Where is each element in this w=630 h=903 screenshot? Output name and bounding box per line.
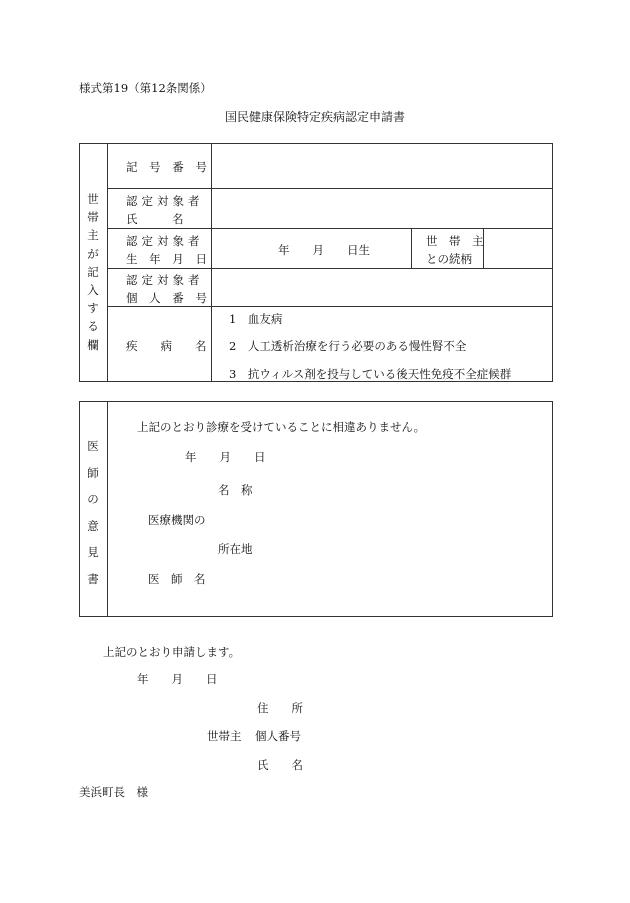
doctor-name-label: 医 師 名	[148, 572, 206, 586]
applicant-side-label: 世 帯 主 が 記 入 す る 欄	[87, 192, 99, 352]
householder-id-label: 個人番号	[255, 729, 301, 743]
institution-label: 医療機関の	[148, 513, 206, 527]
dob-label-line1: 認定対象者	[126, 234, 204, 248]
disease-option-1[interactable]: 1 血友病	[229, 312, 283, 326]
householder-name-label: 氏 名	[257, 758, 303, 772]
doctor-side-label: 医 師 の 意 見 書	[87, 439, 99, 586]
householder-label: 世帯主	[207, 729, 242, 743]
symbol-number-label: 記 号 番 号	[126, 160, 211, 174]
disease-label: 疾 病 名	[126, 339, 207, 353]
dob-label-line2: 生 年 月 日	[126, 252, 211, 266]
page-title: 国民健康保険特定疾病認定申請書	[224, 110, 405, 124]
relation-label-line2: との続柄	[426, 252, 472, 266]
id-label-line2: 個 人 番 号	[126, 291, 211, 305]
id-label-line1: 認定対象者	[126, 273, 204, 287]
doctor-statement: 上記のとおり診療を受けていることに相違ありません。	[137, 420, 426, 434]
dob-value[interactable]: 年 月 日生	[278, 243, 370, 257]
request-text: 上記のとおり申請します。	[103, 645, 241, 659]
form-number: 様式第19（第12条関係）	[79, 81, 212, 95]
personal-number-field[interactable]	[212, 269, 552, 305]
institution-address-label: 所在地	[218, 542, 253, 556]
disease-option-2[interactable]: 2 人工透析治療を行う必要のある慢性腎不全	[229, 339, 467, 353]
disease-option-3[interactable]: 3 抗ウィルス剤を投与している後天性免疫不全症候群	[229, 367, 512, 381]
name-label-line2: 氏 名	[126, 212, 184, 226]
symbol-number-field[interactable]	[212, 144, 552, 187]
relation-field[interactable]	[484, 229, 552, 267]
application-date[interactable]: 年 月 日	[137, 672, 218, 686]
relation-label-line1: 世 帯 主	[426, 234, 484, 248]
householder-address-label: 住 所	[257, 701, 303, 715]
doctor-date[interactable]: 年 月 日	[185, 450, 266, 464]
name-field[interactable]	[212, 189, 552, 227]
addressee: 美浜町長 様	[79, 785, 148, 799]
name-label-line1: 認定対象者	[126, 194, 204, 208]
institution-name-label: 名 称	[218, 483, 253, 497]
